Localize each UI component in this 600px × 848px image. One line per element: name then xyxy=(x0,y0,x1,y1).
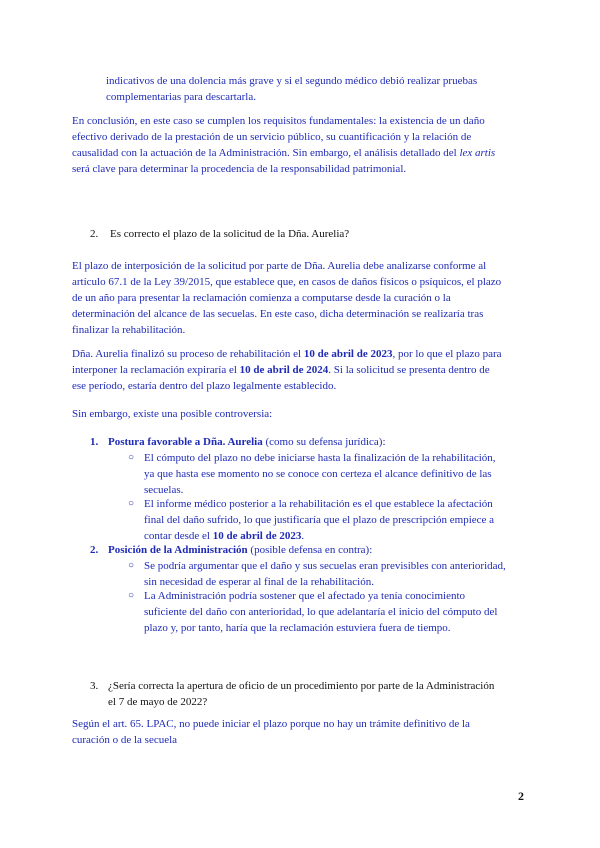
text-line: efectivo derivado de la prestación de un servicio público, su cuantificación y la relación de xyxy=(72,131,472,143)
text-line: artículo 67.1 de la Ley 39/2015, que establece que, en casos de daños físicos o psíquicos, el plazo xyxy=(72,276,502,288)
question-number: 3. xyxy=(90,680,99,692)
controversia-line: Sin embargo, existe una posible controversia: xyxy=(72,408,273,420)
date-highlight: 10 de abril de 2023 xyxy=(303,348,393,360)
text-line: El informe médico posterior a la rehabilitación es el que establece la afectación xyxy=(144,498,493,510)
text-line: Según el art. 65. LPAC, no puede iniciar el plazo porque no hay un trámite definitivo de la xyxy=(72,718,470,730)
text-line: El plazo de interposición de la solicitud por parte de Dña. Aurelia debe analizarse conforme al xyxy=(72,260,487,272)
text-line: será clave para determinar la procedencia de la responsabilidad patrimonial. xyxy=(72,163,407,175)
text-line: secuelas. xyxy=(144,484,184,496)
text-line: plazo y, por tanto, haría que la reclamación estuviera fuera de tiempo. xyxy=(144,622,451,634)
list-item-title: Posición de la Administración xyxy=(108,544,248,556)
text-line: el 7 de mayo de 2022? xyxy=(108,696,208,708)
text-line: finalizar la rehabilitación. xyxy=(72,324,186,336)
text-line: La Administración podría sostener que el afectado ya tenía conocimiento xyxy=(144,590,466,602)
conclusion-paragraph xyxy=(72,113,532,177)
hollow-circle-bullet-icon: ○ xyxy=(128,560,135,571)
page-number: 2 xyxy=(518,789,524,803)
question-number: 2. xyxy=(90,228,99,240)
text-line: causalidad con la actuación de la Administración. Sin embargo, el análisis detallado del lex artis xyxy=(72,147,496,159)
text-line: interponer la reclamación expiraría el 10 de abril de 2024. Si la solicitud se presenta dentro de xyxy=(72,364,490,376)
text-line: ¿Sería correcta la apertura de oficio de un procedimiento por parte de la Administración xyxy=(108,680,495,692)
text-line: El cómputo del plazo no debe iniciarse hasta la finalización de la rehabilitación, xyxy=(144,452,496,464)
text-line: curación o de la secuela xyxy=(72,734,178,746)
plazo-paragraph xyxy=(72,258,534,338)
question-text: Es correcto el plazo de la solicitud de la Dña. Aurelia? xyxy=(110,228,350,240)
finalizo-paragraph xyxy=(72,346,534,394)
text-line: determinación del alcance de las secuelas. En este caso, dicha determinación se realizaría tras xyxy=(72,308,484,320)
text-line: contar desde el 10 de abril de 2023. xyxy=(144,530,305,542)
list-number: 2. xyxy=(90,544,99,556)
date-highlight: 10 de abril de 2024 xyxy=(239,364,329,376)
text-line: Dña. Aurelia finalizó su proceso de rehabilitación el 10 de abril de 2023, por lo que el plazo para xyxy=(72,348,502,360)
text-line: suficiente del daño con anterioridad, lo que adelantaría el inicio del cómputo del xyxy=(144,606,498,618)
text-line: indicativos de una dolencia más grave y si el segundo médico debió realizar pruebas xyxy=(106,75,478,87)
lex-artis-italic: lex artis xyxy=(459,147,496,159)
continuation-paragraph xyxy=(106,73,526,105)
text-line: sin necesidad de esperar al final de la rehabilitación. xyxy=(144,576,374,588)
text-line: En conclusión, en este caso se cumplen los requisitos fundamentales: la existencia de un daño xyxy=(72,115,485,127)
text-line: de un año para presentar la reclamación comienza a computarse desde la curación o la xyxy=(72,292,451,304)
text-line: complementarias para descartarla. xyxy=(106,91,256,103)
date-highlight: 10 de abril de 2023 xyxy=(212,530,302,542)
list-item-title: Postura favorable a Dña. Aurelia xyxy=(108,436,263,448)
text-line: ya que hasta ese momento no se conoce con certeza el alcance definitivo de las xyxy=(144,468,492,480)
document-page: indicativos de una dolencia más grave y si el segundo médico debió realizar pruebas complementarias para descartarla. En conclusión, en este caso se cumplen los requisitos fundamentales: la existencia de un daño efectivo derivado de la prestación de un servicio público, su cuantificación y la relación de causalidad con la actuación de la Administración. Sin embargo, el análisis detallado del lex artis será clave para determinar la procedencia de la responsabilidad patrimonial. 2. Es correcto el plazo de la solicitud de la Dña. Aurelia? El plazo de interposición de la solicitud por parte de Dña. Aurelia debe analizarse conforme al artículo 67.1 de la Ley 39/2015, que establece que, en casos de daños físicos o psíquicos, el plazo de un año para presentar la reclamación comienza a computarse desde la curación o la determinación del alcance de las secuelas. En este caso, dicha determinación se realizaría tras finalizar la rehabilitación. Dña. Aurelia finalizó su proceso de rehabilitación el 10 de abril de 2023, por lo que el plazo para interponer la reclamación expiraría el 10 de abril de 2024. Si la solicitud se presenta dentro de ese período, estaría dentro del plazo legalmente establecido. Sin embargo, existe una posible controversia: 1. Postura favorable a Dña. Aurelia (como su defensa jurídica): ○ El cómputo del plazo no debe iniciarse hasta la finalización de la rehabilitación, ya que hasta ese momento no se conoce con certeza el alcance definitivo de las secuelas. ○ El informe médico posterior a la rehabilitación es el que establece la afectación final del daño sufrido, lo que justificaría que el plazo de prescripción empiece a contar desde el 10 de abril de 2023. 2. Posición de la Administración (posible defensa en contra): ○ Se podría argumentar que el daño y sus secuelas eran previsibles con anterioridad, sin necesidad de esperar al final de la rehabilitación. ○ La Administración podría sostener que el afectado ya tenía conocimiento suficiente del daño con anterioridad, lo que adelantaría el inicio del cómputo del plazo y, por tanto, haría que la reclamación estuviera fuera de tiempo. 3. ¿Sería correcta la apertura de oficio de un procedimiento por parte de la Administración el 7 de mayo de 2022? Según el art. 65. LPAC, no puede iniciar el plazo porque no hay un trámite definitivo de la curación o de la secuela 2 xyxy=(0,0,600,848)
list-number: 1. xyxy=(90,436,99,448)
text-line: final del daño sufrido, lo que justificaría que el plazo de prescripción empiece a xyxy=(144,514,495,526)
hollow-circle-bullet-icon: ○ xyxy=(128,590,135,601)
hollow-circle-bullet-icon: ○ xyxy=(128,498,135,509)
text-line: Se podría argumentar que el daño y sus secuelas eran previsibles con anterioridad, xyxy=(144,560,506,572)
text-line: ese período, estaría dentro del plazo legalmente establecido. xyxy=(72,380,337,392)
hollow-circle-bullet-icon: ○ xyxy=(128,452,135,463)
answer-3-paragraph xyxy=(72,716,530,748)
